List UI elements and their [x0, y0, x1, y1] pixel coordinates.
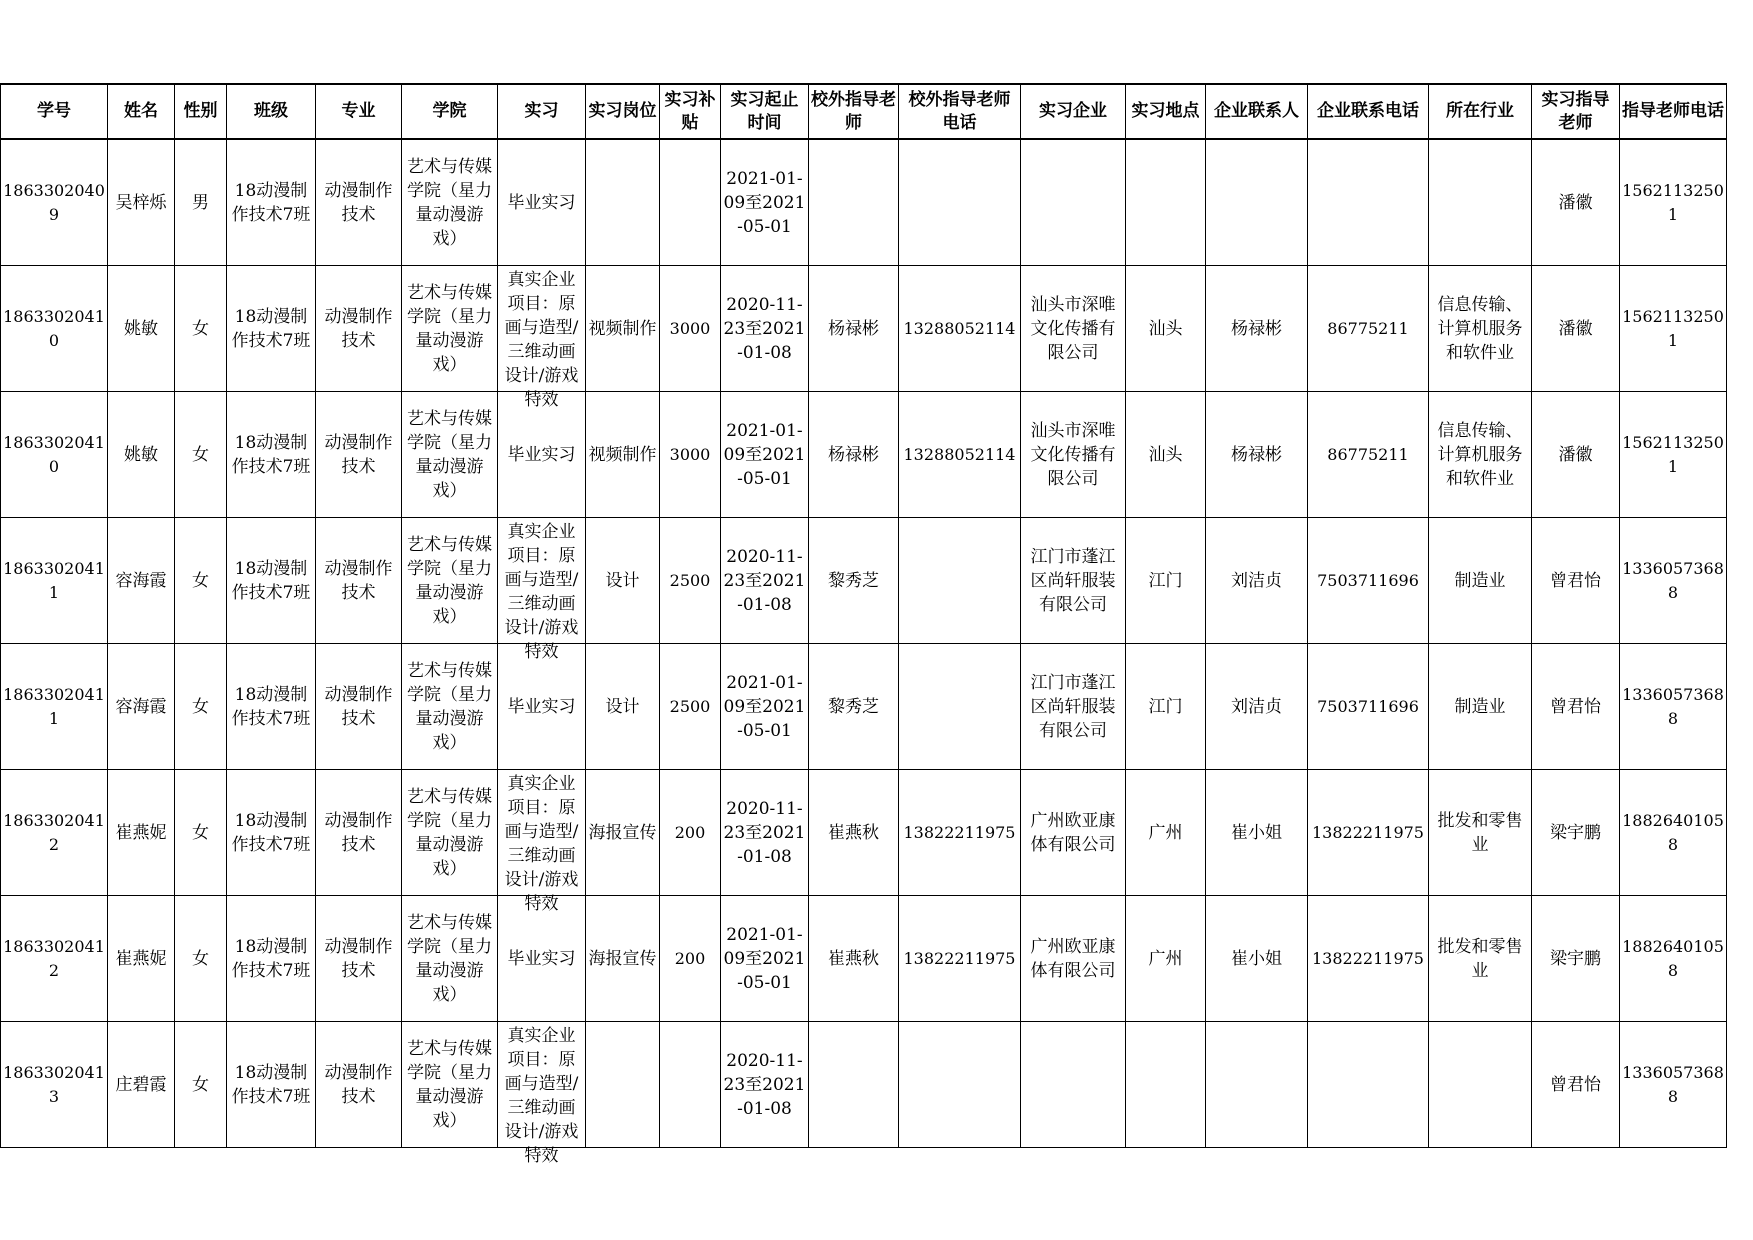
- table-row: [1, 770, 1727, 896]
- col-mentor-phone-header: 指导老师电话: [1620, 84, 1727, 139]
- col-internship-cell: [498, 139, 586, 266]
- col-subsidy-cell: 2500: [660, 518, 721, 644]
- col-company-phone-header: 企业联系电话: [1308, 84, 1429, 139]
- col-mentor-phone-cell: 13360573688: [1620, 1022, 1727, 1148]
- table-row: [1, 392, 1727, 518]
- col-external-mentor-phone-cell: 13822211975: [899, 770, 1021, 896]
- col-internship-text: 真实企业项目：原画与造型/三维动画设计/游戏特效: [504, 773, 579, 914]
- col-college-cell: [402, 266, 498, 392]
- col-period-cell: 2021-01-09至2021-05-01: [721, 644, 809, 770]
- col-industry-cell: 信息传输、计算机服务和软件业: [1429, 266, 1532, 392]
- table-row: [1, 1022, 1727, 1148]
- col-external-mentor-phone-cell: [899, 644, 1021, 770]
- table-row: [1, 518, 1727, 644]
- col-college-cell: [402, 770, 498, 896]
- col-position-cell: 海报宣传: [586, 770, 660, 896]
- table-row: [1, 139, 1727, 266]
- col-internship-cell: [498, 770, 586, 914]
- col-college-text: 艺术与传媒学院（星力量动漫游戏）: [407, 534, 492, 627]
- col-external-mentor-phone-header: 校外指导老师电话: [899, 84, 1021, 139]
- col-mentor-phone-cell: 15621132501: [1620, 139, 1727, 266]
- col-gender-cell: 女: [175, 770, 227, 896]
- col-major-cell: 动漫制作技术: [316, 139, 402, 266]
- col-mentor-phone-cell: 13360573688: [1620, 644, 1727, 770]
- col-location-cell: 江门: [1126, 644, 1206, 770]
- col-name-cell: 容海霞: [108, 644, 175, 770]
- col-company-cell: 江门市蓬江区尚轩服装有限公司: [1021, 644, 1126, 770]
- header-row: [1, 84, 1727, 139]
- col-position-cell: 设计: [586, 644, 660, 770]
- col-position-cell: 视频制作: [586, 392, 660, 518]
- col-class-cell: 18动漫制作技术7班: [227, 770, 316, 896]
- col-internship-mentor-cell: 潘徽: [1532, 266, 1620, 392]
- col-name-cell: 崔燕妮: [108, 770, 175, 896]
- col-internship-mentor-cell: 潘徽: [1532, 139, 1620, 266]
- col-period-cell: 2020-11-23至2021-01-08: [721, 518, 809, 644]
- col-name-cell: 容海霞: [108, 518, 175, 644]
- col-external-mentor-cell: [809, 1022, 899, 1148]
- col-mentor-phone-cell: 15621132501: [1620, 392, 1727, 518]
- col-company-contact-cell: 刘洁贞: [1206, 644, 1308, 770]
- col-gender-cell: 女: [175, 518, 227, 644]
- col-student-id-cell: 18633020412: [1, 896, 108, 1022]
- col-position-cell: [586, 139, 660, 266]
- col-company-phone-cell: 86775211: [1308, 266, 1429, 392]
- col-company-cell: [1021, 1022, 1126, 1148]
- col-external-mentor-cell: 杨禄彬: [809, 392, 899, 518]
- col-student-id-header: 学号: [1, 84, 108, 139]
- col-position-cell: 设计: [586, 518, 660, 644]
- col-period-cell: 2020-11-23至2021-01-08: [721, 266, 809, 392]
- col-college-cell: [402, 644, 498, 770]
- col-external-mentor-phone-cell: 13822211975: [899, 896, 1021, 1022]
- col-industry-cell: 制造业: [1429, 644, 1532, 770]
- col-major-cell: 动漫制作技术: [316, 644, 402, 770]
- col-subsidy-cell: 2500: [660, 644, 721, 770]
- col-period-cell: 2021-01-09至2021-05-01: [721, 392, 809, 518]
- col-period-cell: 2021-01-09至2021-05-01: [721, 896, 809, 1022]
- col-internship-text: 毕业实习: [507, 948, 576, 969]
- col-class-header: 班级: [227, 84, 316, 139]
- col-subsidy-cell: 3000: [660, 266, 721, 392]
- col-external-mentor-cell: 崔燕秋: [809, 770, 899, 896]
- col-gender-cell: 女: [175, 392, 227, 518]
- col-external-mentor-phone-cell: [899, 518, 1021, 644]
- col-company-contact-cell: 杨禄彬: [1206, 266, 1308, 392]
- col-subsidy-cell: 200: [660, 770, 721, 896]
- col-major-cell: 动漫制作技术: [316, 770, 402, 896]
- col-college-cell: [402, 1022, 498, 1148]
- col-location-header: 实习地点: [1126, 84, 1206, 139]
- col-major-cell: 动漫制作技术: [316, 518, 402, 644]
- col-internship-mentor-header: 实习指导老师: [1532, 84, 1620, 139]
- col-college-text: 艺术与传媒学院（星力量动漫游戏）: [407, 912, 492, 1005]
- col-major-header: 专业: [316, 84, 402, 139]
- col-internship-header: 实习: [498, 84, 586, 139]
- col-company-contact-header: 企业联系人: [1206, 84, 1308, 139]
- col-company-phone-cell: 13822211975: [1308, 896, 1429, 1022]
- col-internship-cell: [498, 1022, 586, 1166]
- col-subsidy-cell: [660, 139, 721, 266]
- col-company-contact-cell: 刘洁贞: [1206, 518, 1308, 644]
- col-external-mentor-cell: 杨禄彬: [809, 266, 899, 392]
- col-gender-header: 性别: [175, 84, 227, 139]
- col-subsidy-header: 实习补贴: [660, 84, 721, 139]
- col-name-cell: 吴梓烁: [108, 139, 175, 266]
- col-external-mentor-phone-cell: [899, 1022, 1021, 1148]
- col-industry-cell: 信息传输、计算机服务和软件业: [1429, 392, 1532, 518]
- col-major-cell: 动漫制作技术: [316, 266, 402, 392]
- col-company-contact-cell: 崔小姐: [1206, 896, 1308, 1022]
- col-name-cell: 庄碧霞: [108, 1022, 175, 1148]
- col-major-cell: 动漫制作技术: [316, 392, 402, 518]
- col-company-header: 实习企业: [1021, 84, 1126, 139]
- col-name-cell: 姚敏: [108, 392, 175, 518]
- col-internship-mentor-cell: 潘徽: [1532, 392, 1620, 518]
- col-subsidy-cell: [660, 1022, 721, 1148]
- col-company-cell: 江门市蓬江区尚轩服装有限公司: [1021, 518, 1126, 644]
- col-location-cell: [1126, 1022, 1206, 1148]
- col-internship-text: 真实企业项目：原画与造型/三维动画设计/游戏特效: [504, 521, 579, 662]
- col-college-cell: [402, 518, 498, 644]
- internship-table: [0, 83, 1727, 1166]
- col-college-cell: [402, 896, 498, 1022]
- col-external-mentor-cell: 崔燕秋: [809, 896, 899, 1022]
- col-company-cell: 广州欧亚康体有限公司: [1021, 896, 1126, 1022]
- col-company-cell: [1021, 139, 1126, 266]
- col-name-header: 姓名: [108, 84, 175, 139]
- col-industry-cell: 制造业: [1429, 518, 1532, 644]
- col-period-cell: 2021-01-09至2021-05-01: [721, 139, 809, 266]
- col-name-cell: 崔燕妮: [108, 896, 175, 1022]
- col-gender-cell: 女: [175, 266, 227, 392]
- col-company-contact-cell: 崔小姐: [1206, 770, 1308, 896]
- col-college-text: 艺术与传媒学院（星力量动漫游戏）: [407, 156, 492, 249]
- col-class-cell: 18动漫制作技术7班: [227, 518, 316, 644]
- col-company-cell: 广州欧亚康体有限公司: [1021, 770, 1126, 896]
- col-internship-mentor-cell: 曾君怡: [1532, 518, 1620, 644]
- col-location-cell: 广州: [1126, 770, 1206, 896]
- col-company-phone-cell: 13822211975: [1308, 770, 1429, 896]
- col-internship-text: 毕业实习: [507, 192, 576, 213]
- col-external-mentor-phone-cell: 13288052114: [899, 266, 1021, 392]
- table-header: [1, 84, 1727, 139]
- table-row: [1, 896, 1727, 1022]
- col-company-cell: 汕头市深唯文化传播有限公司: [1021, 266, 1126, 392]
- col-major-cell: 动漫制作技术: [316, 896, 402, 1022]
- col-internship-text: 真实企业项目：原画与造型/三维动画设计/游戏特效: [504, 1025, 579, 1166]
- col-industry-cell: [1429, 1022, 1532, 1148]
- col-student-id-cell: 18633020411: [1, 518, 108, 644]
- col-external-mentor-phone-cell: 13288052114: [899, 392, 1021, 518]
- col-class-cell: 18动漫制作技术7班: [227, 139, 316, 266]
- col-company-contact-cell: [1206, 139, 1308, 266]
- col-location-cell: [1126, 139, 1206, 266]
- col-company-phone-cell: [1308, 1022, 1429, 1148]
- col-internship-text: 毕业实习: [507, 696, 576, 717]
- col-college-text: 艺术与传媒学院（星力量动漫游戏）: [407, 282, 492, 375]
- col-period-header: 实习起止时间: [721, 84, 809, 139]
- col-mentor-phone-cell: 15621132501: [1620, 266, 1727, 392]
- col-period-cell: 2020-11-23至2021-01-08: [721, 1022, 809, 1148]
- col-internship-mentor-cell: 曾君怡: [1532, 1022, 1620, 1148]
- col-position-cell: 海报宣传: [586, 896, 660, 1022]
- col-class-cell: 18动漫制作技术7班: [227, 1022, 316, 1148]
- col-industry-cell: 批发和零售业: [1429, 770, 1532, 896]
- col-period-cell: 2020-11-23至2021-01-08: [721, 770, 809, 896]
- col-class-cell: 18动漫制作技术7班: [227, 392, 316, 518]
- col-external-mentor-phone-cell: [899, 139, 1021, 266]
- col-internship-text: 毕业实习: [507, 444, 576, 465]
- col-college-cell: [402, 392, 498, 518]
- col-company-contact-cell: 杨禄彬: [1206, 392, 1308, 518]
- col-mentor-phone-cell: 18826401058: [1620, 770, 1727, 896]
- col-student-id-cell: 18633020410: [1, 392, 108, 518]
- col-company-phone-cell: [1308, 139, 1429, 266]
- col-gender-cell: 女: [175, 644, 227, 770]
- col-location-cell: 汕头: [1126, 392, 1206, 518]
- col-location-cell: 江门: [1126, 518, 1206, 644]
- col-industry-cell: 批发和零售业: [1429, 896, 1532, 1022]
- col-gender-cell: 女: [175, 1022, 227, 1148]
- col-internship-mentor-cell: 曾君怡: [1532, 644, 1620, 770]
- col-external-mentor-header: 校外指导老师: [809, 84, 899, 139]
- col-company-phone-cell: 7503711696: [1308, 518, 1429, 644]
- col-company-cell: 汕头市深唯文化传播有限公司: [1021, 392, 1126, 518]
- col-subsidy-cell: 3000: [660, 392, 721, 518]
- table-row: [1, 644, 1727, 770]
- col-college-header: 学院: [402, 84, 498, 139]
- col-internship-text: 真实企业项目：原画与造型/三维动画设计/游戏特效: [504, 269, 579, 410]
- col-position-cell: [586, 1022, 660, 1148]
- col-company-phone-cell: 86775211: [1308, 392, 1429, 518]
- col-internship-cell: [498, 266, 586, 410]
- col-location-cell: 汕头: [1126, 266, 1206, 392]
- col-position-header: 实习岗位: [586, 84, 660, 139]
- table-body: [1, 139, 1727, 1166]
- col-college-text: 艺术与传媒学院（星力量动漫游戏）: [407, 786, 492, 879]
- col-class-cell: 18动漫制作技术7班: [227, 896, 316, 1022]
- col-internship-mentor-cell: 梁宇鹏: [1532, 896, 1620, 1022]
- col-company-contact-cell: [1206, 1022, 1308, 1148]
- col-external-mentor-cell: 黎秀芝: [809, 518, 899, 644]
- col-mentor-phone-cell: 18826401058: [1620, 896, 1727, 1022]
- col-mentor-phone-cell: 13360573688: [1620, 518, 1727, 644]
- col-location-cell: 广州: [1126, 896, 1206, 1022]
- col-name-cell: 姚敏: [108, 266, 175, 392]
- col-college-text: 艺术与传媒学院（星力量动漫游戏）: [407, 660, 492, 753]
- col-student-id-cell: 18633020413: [1, 1022, 108, 1148]
- col-external-mentor-cell: 黎秀芝: [809, 644, 899, 770]
- col-company-phone-cell: 7503711696: [1308, 644, 1429, 770]
- col-college-cell: [402, 139, 498, 266]
- col-position-cell: 视频制作: [586, 266, 660, 392]
- col-gender-cell: 男: [175, 139, 227, 266]
- col-external-mentor-cell: [809, 139, 899, 266]
- col-student-id-cell: 18633020410: [1, 266, 108, 392]
- col-student-id-cell: 18633020411: [1, 644, 108, 770]
- col-college-text: 艺术与传媒学院（星力量动漫游戏）: [407, 408, 492, 501]
- col-class-cell: 18动漫制作技术7班: [227, 266, 316, 392]
- col-internship-mentor-cell: 梁宇鹏: [1532, 770, 1620, 896]
- col-major-cell: 动漫制作技术: [316, 1022, 402, 1148]
- col-subsidy-cell: 200: [660, 896, 721, 1022]
- col-class-cell: 18动漫制作技术7班: [227, 644, 316, 770]
- col-student-id-cell: 18633020409: [1, 139, 108, 266]
- table-row: [1, 266, 1727, 392]
- col-industry-header: 所在行业: [1429, 84, 1532, 139]
- col-industry-cell: [1429, 139, 1532, 266]
- col-student-id-cell: 18633020412: [1, 770, 108, 896]
- col-college-text: 艺术与传媒学院（星力量动漫游戏）: [407, 1038, 492, 1131]
- col-gender-cell: 女: [175, 896, 227, 1022]
- col-internship-cell: [498, 518, 586, 662]
